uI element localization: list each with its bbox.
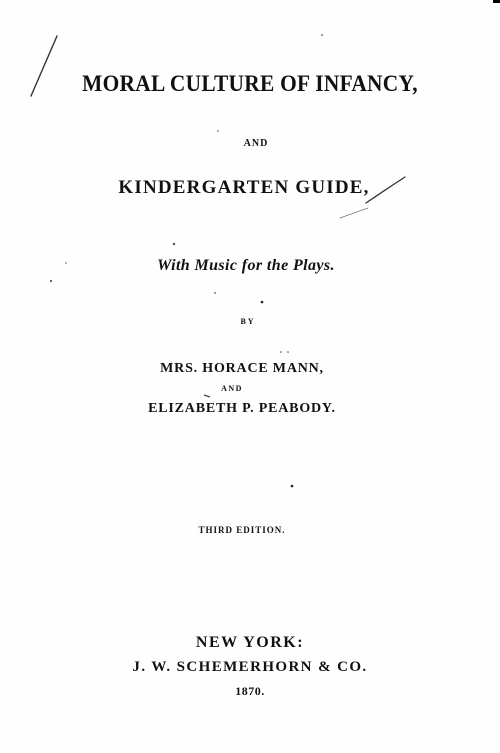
speck: [321, 34, 323, 36]
second-author: ELIZABETH P. PEABODY.: [148, 401, 336, 416]
publication-year: 1870.: [235, 684, 265, 698]
book-subtitle: KINDERGARTEN GUIDE,: [118, 177, 370, 198]
first-author: MRS. HORACE MANN,: [160, 361, 324, 376]
publisher-name: J. W. SCHEMERHORN & CO.: [132, 659, 368, 675]
by-label: BY: [240, 317, 256, 326]
book-title: MORAL CULTURE OF INFANCY,: [82, 71, 418, 96]
edition-label: THIRD EDITION.: [198, 525, 286, 535]
pencil-underline-right: [340, 208, 368, 218]
speck: [217, 130, 219, 132]
speck: [173, 243, 175, 245]
speck: [280, 351, 282, 353]
speck: [214, 292, 216, 294]
title-conjunction: AND: [243, 138, 269, 149]
music-note: With Music for the Plays.: [157, 257, 335, 274]
speck: [261, 301, 264, 304]
scan-corner-mark: [493, 0, 500, 3]
speck: [291, 485, 294, 488]
author-conjunction: AND: [221, 384, 243, 393]
speck-dash: [204, 395, 210, 397]
speck: [287, 351, 289, 353]
publication-city: NEW YORK:: [195, 634, 305, 651]
speck: [50, 280, 52, 282]
